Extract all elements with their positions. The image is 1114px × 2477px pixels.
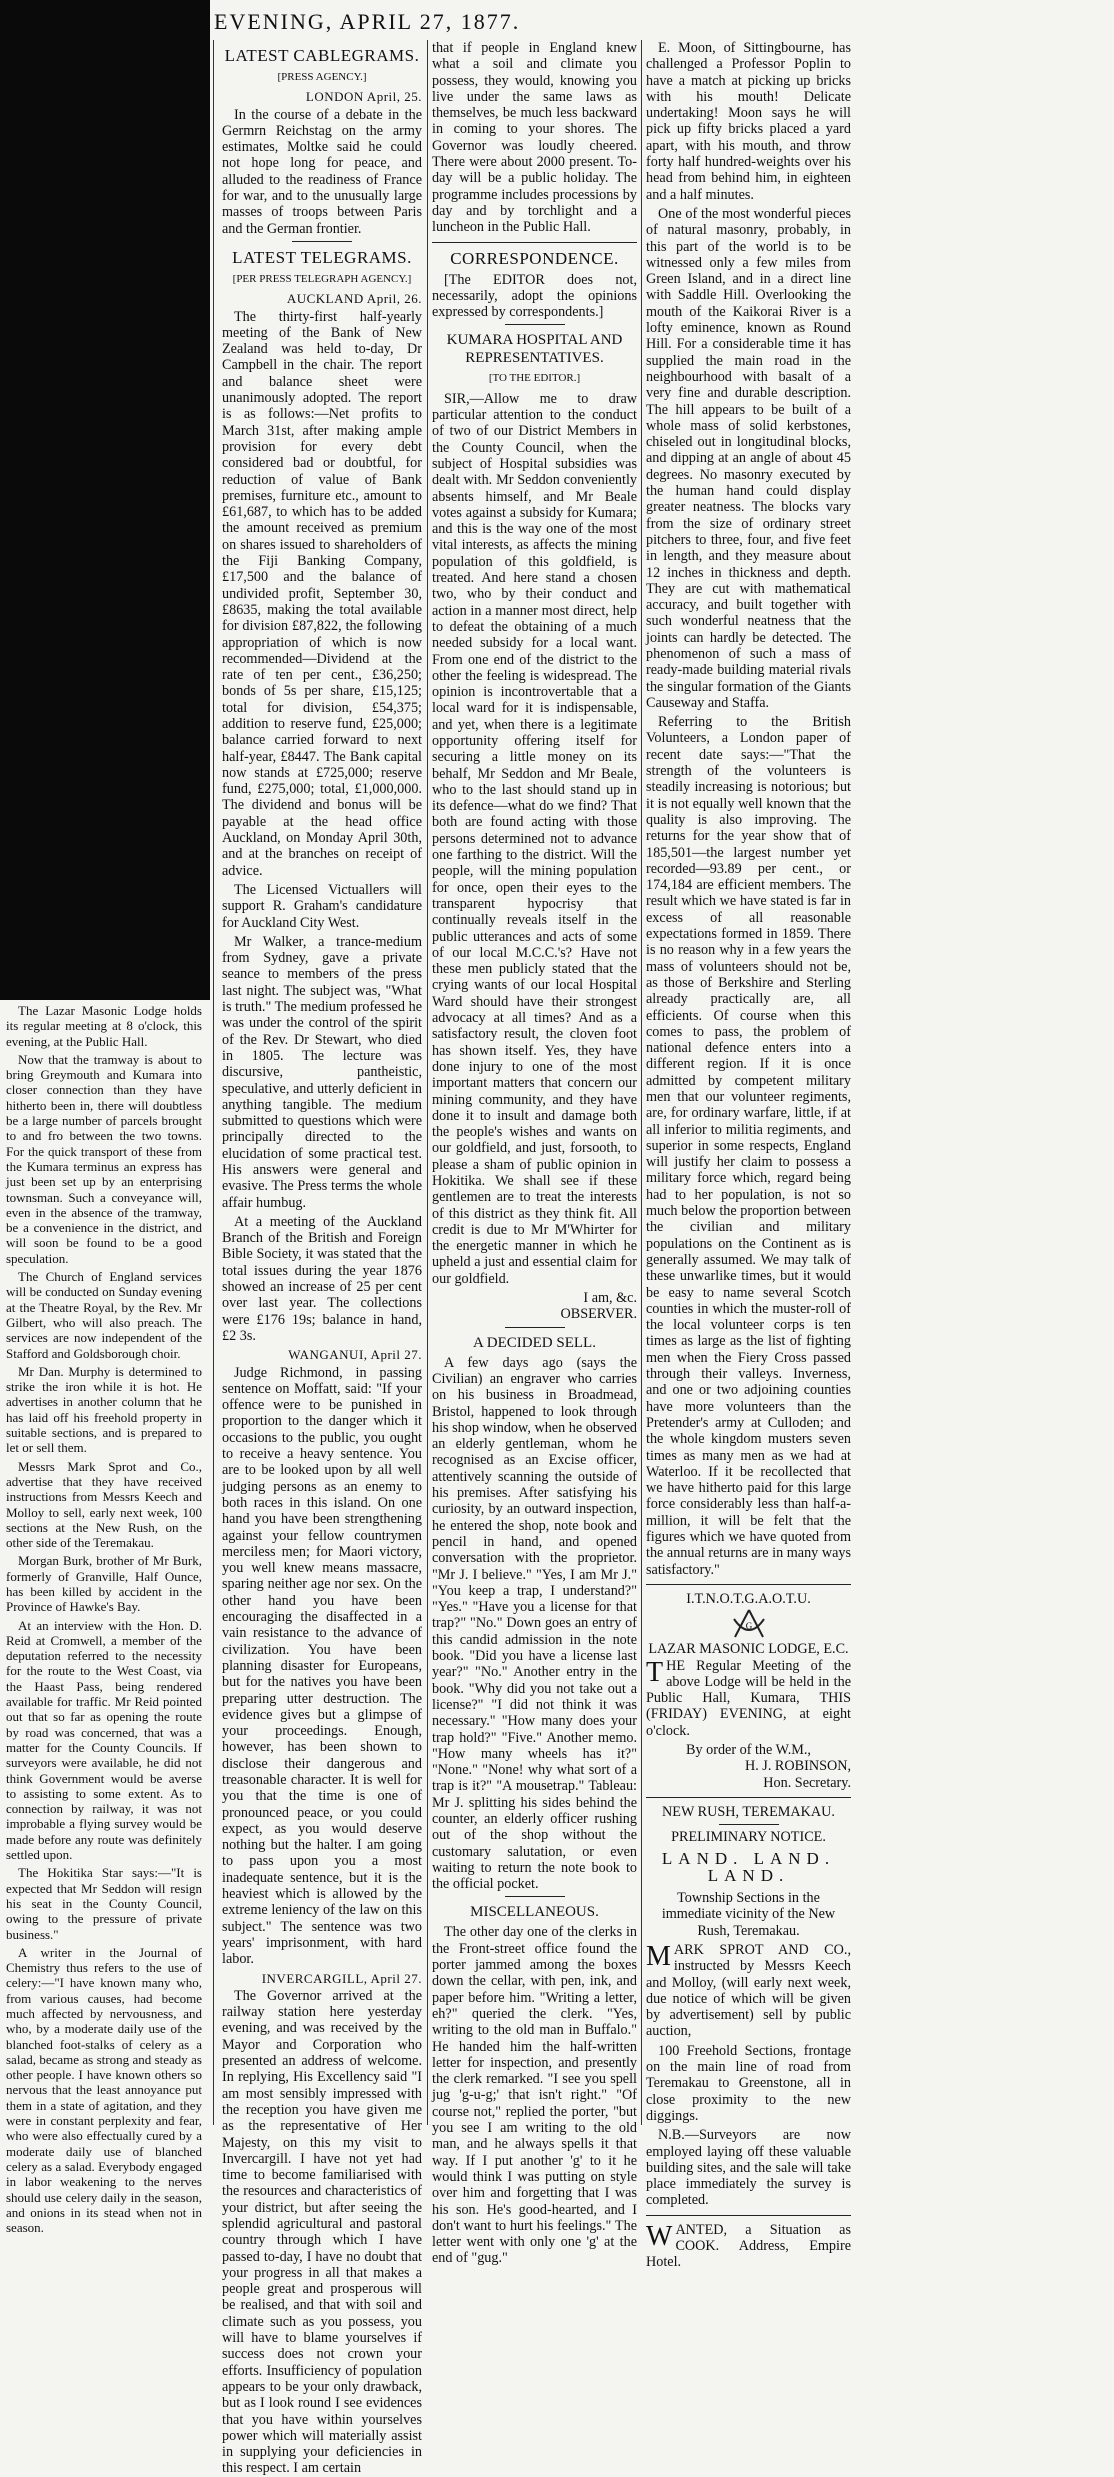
- telegram-paragraph: The Licensed Victuallers will support R. Graham's candidature for Auckland City West.: [222, 881, 422, 931]
- local-news-column: [6, 1003, 202, 2236]
- lodge-notice-text: HE Regular Meeting of the above Lodge will be held in the Public Hall, Kumara, THIS (FRIDAY) EVENING, at eight o'clock.: [646, 1657, 851, 1739]
- correspondence-column: [432, 40, 637, 2267]
- divider: [646, 2215, 851, 2216]
- divider: [505, 324, 565, 325]
- surveyors-note: N.B.—Surveyors are now employed laying off these valuable building sites, and the sale will take place immediately the survey is completed.: [646, 2127, 851, 2209]
- column-rule: [213, 40, 214, 2125]
- wanted-ad-text: ANTED, a Situation as COOK. Address, Empire Hotel.: [646, 2221, 851, 2271]
- divider: [432, 242, 637, 243]
- land-banner: LAND. LAND. LAND.: [661, 1849, 836, 1885]
- news-paragraph: The Lazar Masonic Lodge holds its regular meeting at 8 o'clock, this evening, at the Public Hall.: [6, 1003, 202, 1049]
- letter-signature: OBSERVER.: [560, 1306, 637, 1323]
- article-heading: A DECIDED SELL.: [473, 1334, 596, 1351]
- lodge-order: I.T.N.O.T.G.A.O.T.U.: [686, 1590, 811, 1607]
- article-text: Referring to the British Volunteers, a London paper of recent date says:—"That the strength of the volunteers is steadily increasing is notorious; but it is not equally well known that the quality is also improving. The returns for the year show that of 185,501—the largest number yet recorded—93.89 per cent., or 174,184 are efficient members. The result which we have stated is far in excess of all reasonable expectations formed in 1859. There is no reason why in a few years the mass of volunteers should not be, as those of Berkshire and Sterling already practically are, all efficients. Of course when this comes to pass, the problem of national defence enters into a different region. If it is once admitted by competent military men that our volunteer regiments, are, for ordinary warfare, little, if at all inferior to militia regiments, and superior in some respects, England will justify her claim to possess a military force which, regard being had to her population, is not so much below the proportion between the civilian and military populations on the Continent as is generally assumed. We may talk of these unwarlike times, but it would be easy to name several Scotch counties in which the muster-roll of the local volunteer corps is ten times as large as the list of fighting men when the Fiery Cross passed through their valleys. Inverness, and one or two adjoining counties have more volunteers than the Pretender's army at Culloden; and the whole kingdom musters seven times as many men as we had at Waterloo. If it be recollected that we have hitherto paid for this large force considerably less than half-a-million, it will be felt that the figures which we have quoted from the annual returns are in many ways satisfactory.": [646, 714, 851, 1578]
- news-paragraph: Now that the tramway is about to bring Greymouth and Kumara into closer connection than they have hitherto been in, there will doubtless be a large number of parcels brought to and fro between the two towns. For the quick transport of these from the Kumara terminus an express has just been set up by an enterprising townsman. Such a conveyance will, even in the absence of the tramway, be a convenience in the district, and will soon be found to be a good speculation.: [6, 1051, 202, 1266]
- masthead: EVENING, APRIL 27, 1877.: [214, 9, 521, 34]
- telegram-paragraph: The thirty-first half-yearly meeting of the Bank of New Zealand was held to-day, Dr Campbell in the chair. The report and balance sheet were unanimously adopted. The report is as follows:—Net profits to March 31st, after making ample provision for every debt considered bad or doubtful, for reduction of value of Bank premises, furniture etc., amount to £61,687, to which has to be added the amount received as premium on shares issued to shareholders of the Fiji Banking Company, £17,500 and the balance of undivided profit, September 30, £8635, making the total available for division £87,822, the following appropriation of which is now recommended—Dividend at the rate of ten per cent., £36,250; bonds of 5s per share, £15,125; total for division, £54,375; addition to reserve fund, £25,000; balance carried forward to next half-year, £8447. The Bank capital now stands at £725,000; reserve fund, £275,000; total, £1,000,000. The dividend and bonus will be payable at the head office Auckland, on Monday April 30th, and at the branches on receipt of advice.: [222, 308, 422, 879]
- article-text: The other day one of the clerks in the Front-street office found the porter jammed among the boxes down the cellar, with pen, ink, and paper before him. "Writing a letter, eh?" queried the clerk. "Yes, writing to the old man in Buffalo." He handed him the half-written letter for inspection, and presently the clerk remarked. "I see you spell jug 'g-u-g;' that isn't right." "Of course not," replied the porter, "but you see I am writing to the old man, and he always spells it that way. If I put another 'g' to it he would think I was putting on style over him and forgetting that I was his son. He's good-hearted, and I don't want to hurt his feelings." The letter went with only one 'g' at the end of "gug.": [432, 1924, 637, 2267]
- telegram-paragraph: Judge Richmond, in passing sentence on Moffatt, said: "If your offence were to be punished in proportion to the danger which it occasions to the public, you ought to receive a heavy sentence. You are to be looked upon by all well judging persons as an enemy to both races in this island. On one hand you have been strengthening against your fellow countrymen merciless men; for Maori victory, you well knew means massacre, sparing neither age nor sex. On the other hand you have been encouraging the disaffected in a vain resistance to the advance of civilization. You have been planning disaster for Europeans, but for the natives you have been preparing utter destruction. The evidence gives but a glimpse of your proceedings. Enough, however, has been shown to disclose their dangerous and treasonable character. It is well for you that the time is one of pronounced peace, or you could expect, as you would deserve nothing but the halter. I am going to pass upon you a most inadequate sentence, but it is the heaviest which is allowed by the extreme leniency of the law on this subject." The sentence was two years' imprisonment, with hard labor.: [222, 1364, 422, 1968]
- article-text: One of the most wonderful pieces of natural masonry, probably, in this part of the world is to be witnessed only a few miles from Green Island, and in a direct line with Saddle Hill. Overlooking the mouth of the Kaikorai River is a lofty eminence, known as Round Hill. For a considerable time it has supplied the main road in the neighbourhood with basalt of a very fine and durable description. The hill appears to be built of a whole mass of solid kerbstones, chiseled out in longitudinal blocks, and dipping at an angle of about 45 degrees. No masonry executed by the human hand could display greater neatness. The blocks vary from the size of ordinary street pitchers to three, four, and five feet in length, and they measure about 12 inches in thickness and depth. They are cut with mathematical accuracy, and built together with such wonderful neatness that the joints can hardly be detected. The phenomenon of such a mass of ready-made building material rivals the singular formation of the Giants Causeway and Staffa.: [646, 205, 851, 711]
- letter-heading: KUMARA HOSPITAL AND REPRESENTATIVES.: [446, 332, 623, 367]
- news-paragraph: The Church of England services will be conducted on Sunday evening at the Theatre Royal, by the Rev. Mr Gilbert, who will also preach. The services are now independent of the Stafford and Goldsborough choir.: [6, 1269, 202, 1361]
- letter-closing: I am, &c.: [583, 1290, 637, 1307]
- lodge-title: LAZAR MASONIC LODGE, E.C.: [648, 1641, 849, 1658]
- secretary-name: H. J. ROBINSON,: [744, 1758, 851, 1775]
- cablegrams-heading: LATEST CABLEGRAMS.: [224, 46, 420, 65]
- drop-cap: M: [646, 1940, 671, 1972]
- freehold-sections: 100 Freehold Sections, frontage on the main line of road from Teremakau to Greenstone, all in close proximity to the new diggings.: [646, 2042, 851, 2124]
- divider: [505, 1327, 565, 1328]
- news-paragraph: Messrs Mark Sprot and Co., advertise that they have received instructions from Messrs Keech and Molloy to sell, early next week, 100 sections at the New Rush, on the other side of the Teremakau.: [6, 1458, 202, 1551]
- blacked-out-region: [0, 0, 210, 1000]
- telegrams-column: [222, 40, 422, 2477]
- news-paragraph: At an interview with the Hon. D. Reid at Cromwell, a member of the deputation referred to the necessity for the route to the West Coast, via the Haast Pass, being rendered available for traffic. Mr Reid pointed out that so far as opening the route by road was concerned, that was a matter for the County Councils. If surveyors were available, he did not think Government would be averse to assisting to some extent. As to connection by railway, it was not improbable a flying survey would be made before any route was definitely settled upon.: [6, 1617, 202, 1863]
- news-paragraph: Morgan Burk, brother of Mr Burk, formerly of Granville, Half Ounce, has been killed by accident in the Province of Hawke's Bay.: [6, 1553, 202, 1615]
- drop-cap: T: [646, 1656, 664, 1688]
- cable-text: In the course of a debate in the Germrn Reichstag on the army estimates, Moltke said he could not hope long for peace, and alluded to the readiness of France for war, and to the unusually large masses of troops between Paris and the German frontier.: [222, 106, 422, 237]
- telegrams-heading: LATEST TELEGRAMS.: [232, 247, 412, 267]
- dateline: LONDON April, 25.: [305, 89, 422, 105]
- divider: [646, 1584, 851, 1585]
- telegram-paragraph: At a meeting of the Auckland Branch of the British and Foreign Bible Society, it was stated that the total issues during the year 1876 showed an increase of 25 per cent over last year. The collections were £176 19s; balance in hand, £2 3s.: [222, 1213, 422, 1344]
- lodge-notice: [646, 1658, 851, 1739]
- divider: [646, 1797, 851, 1798]
- article-heading: MISCELLANEOUS.: [470, 1904, 599, 1921]
- divider: [292, 241, 352, 242]
- masonic-emblem-icon: [729, 1607, 769, 1641]
- editor-note: [The EDITOR does not, necessarily, adopt the opinions expressed by correspondents.]: [432, 271, 637, 321]
- dateline: AUCKLAND April, 26.: [286, 291, 422, 307]
- telegram-paragraph: Mr Walker, a trance-medium from Sydney, gave a private seance to members of the press last night. The subject was, "What is truth." The medium professed he was under the control of the spirit of the Rev. Dr Stewart, who died in 1805. The lecture was discursive, pantheistic, speculative, and utterly deficient in anything tangible. The medium submitted to questions which were principally directed to the elucidation of some practical test. His answers were general and evasive. The Press terms the whole affair humbug.: [222, 933, 422, 1211]
- divider: [505, 1896, 565, 1897]
- column-rule: [427, 40, 428, 2125]
- svg-text:G: G: [745, 1621, 752, 1632]
- news-paragraph: Mr Dan. Murphy is determined to strike the iron while it is hot. He advertises in another column that he has laid off his freehold property in suitable sections, and is prepared to let or sell them.: [6, 1363, 202, 1456]
- dateline: INVERCARGILL, April 27.: [261, 1970, 422, 1986]
- auction-notice-text: ARK SPROT AND CO., instructed by Messrs Keech and Molloy, (will early next week, due notice of which will be given by advertisement) sell by public auction,: [646, 1941, 851, 2040]
- township-sections: Township Sections in the immediate vicinity of the New Rush, Teremakau.: [661, 1890, 836, 1939]
- letter-text: SIR,—Allow me to draw particular attention to the conduct of two of our District Members in the County Council, when the subject of Hospital subsidies was dealt with. Mr Seddon conveniently absents himself, and Mr Beale votes against a subsidy for Kumara; and this is the way one of the most vital interests, as affects the mining population of this goldfield, is treated. And here stand a chosen two, who by their conduct and action in a manner most direct, help to defeat the obtaining of a much needed subsidy for a local want. From one end of the district to the other the feeling is widespread. The opinion is incontrovertable that a local ward for it is indispensable, and yet, when there is a legitimate opportunity offering itself for securing a little money on its behalf, Mr Seddon and Mr Beale, who to the last should stand up in its defence—what do we find? That both are found acting with those persons determined not to advance one farthing to the district. Will the people, will the mining population for once, open their eyes to the transparent hypocrisy that continually reveals itself in the public utterances and acts of some of our local M.C.C.'s? Have not these men publicly stated that the crying wants of our local Hospital Ward should have their strongest advocacy at all times? And as a satisfactory result, the cloven foot has shown itself. Yes, they have done injury to one of the most important matters that concern our mining community, and they have done it to insult and damage both the people's wishes and wants on our goldfield, and just, forsooth, to please a sham of public opinion in Hokitika. We shall see if these gentlemen are to treat the interests of this district as they think fit. All credit is due to Mr M'Whirter for the energetic manner in which he upheld a just and essential claim for our goldfield.: [432, 390, 637, 1287]
- correspondence-heading: CORRESPONDENCE.: [450, 248, 619, 268]
- news-paragraph: A writer in the Journal of Chemistry thus refers to the use of celery:—"I have known many who, from various causes, had become much affected by nervousness, and who, by a moderate daily use of the blanched foot-stalks of celery as a salad, became as strong and steady as other people. I have known others so nervous that the least annoyance put them in a state of agitation, and they were in constant perplexity and fear, who were also effectually cured by a moderate daily use of blanched celery as a salad. Everybody engaged in labor weakening to the nerves should use celery daily in the season, and onions in its stead when not in season.: [6, 1944, 202, 2236]
- telegram-paragraph: The Governor arrived at the railway station here yesterday evening, and was received by the Mayor and Corporation who presented an address of welcome. In replying, His Excellency said "I am most sensibly impressed with the reception you have given me as the representative of Her Majesty, on this my visit to Invercargill. I have not yet had time to become familiarised with the resources and characteristics of your district, but after seeing the splendid agricultural and pastoral country through which I have passed to-day, I have no doubt that your progress in all that makes a people great and prosperous will be realised, and that with soil and climate such as you possess, you will have to blame yourselves if success does not crown your efforts. Insufficiency of population appears to be your only drawback, but as I look round I see evidences that you have within yourselves power which will materially assist in supplying your deficiencies in this respect. I am certain: [222, 1987, 422, 2477]
- new-rush-title: NEW RUSH, TEREMAKAU.: [662, 1803, 835, 1820]
- auction-notice: [646, 1942, 851, 2040]
- wanted-ad: [646, 2222, 851, 2271]
- news-paragraph: The Hokitika Star says:—"It is expected that Mr Seddon will resign his seat in the County Council, owing to the pressure of private business.": [6, 1865, 202, 1942]
- press-agency-label: [PER PRESS TELEGRAPH AGENCY.]: [232, 272, 412, 285]
- article-text: E. Moon, of Sittingbourne, has challenged a Professor Poplin to have a match at picking up bricks with his mouth! Delicate undertaking! Moon says he will pick up fifty bricks placed a yard apart, with his mouth, and throw forty half hundred-weights over his head from behind him, in eighteen and a half minutes.: [646, 40, 851, 203]
- column-rule: [641, 40, 642, 2125]
- drop-cap: W: [646, 2220, 673, 2252]
- press-agency-label: [PRESS AGENCY.]: [277, 71, 367, 83]
- dateline: WANGANUI, April 27.: [288, 1347, 422, 1363]
- divider: [719, 1824, 779, 1825]
- to-editor-label: [TO THE EDITOR.]: [488, 372, 581, 385]
- advertisements-column: [646, 40, 851, 2271]
- preliminary-notice: PRELIMINARY NOTICE.: [671, 1829, 826, 1846]
- order-by: By order of the W.M.,: [686, 1741, 811, 1758]
- secretary-role: Hon. Secretary.: [763, 1774, 851, 1791]
- article-text: A few days ago (says the Civilian) an engraver who carries on his business in Broadmead, Bristol, happened to look through his shop window, when he observed an elderly gentleman, whom he recognised as an Excise officer, attentively scanning the outside of his premises. After satisfying his curiosity, by an outward inspection, he entered the shop, note book and pencil in hand, and opened conversation with the proprietor. "Mr J. I believe." "Yes, I am Mr J." "You keep a trap, I understand?" "Yes." "Have you a license for that trap?" "No." Down goes an entry of this candid admission in the note book. "Did you have a license last year?" "No." Another entry in the book. "Why did you not take out a license?" "I did not think it was necessary." "How many does your trap hold?" "Five." Another memo. "How many wheels has it?" "None." "None! why what sort of a trap is it?" "A mousetrap." Tableau: Mr J. splitting his sides behind the counter, an elderly officer rushing out of the shop without the customary salutation, or even waiting to return the note book to the official pocket.: [432, 1354, 637, 1893]
- telegram-continued: that if people in England knew what a soil and climate you possess, they would, knowing you live under the same laws as themselves, be much less backward in coming to your shores. The Governor was loudly cheered. There were about 2000 present. To-day will be a public holiday. The programme includes processions by day and by torchlight and a luncheon in the Public Hall.: [432, 40, 637, 236]
